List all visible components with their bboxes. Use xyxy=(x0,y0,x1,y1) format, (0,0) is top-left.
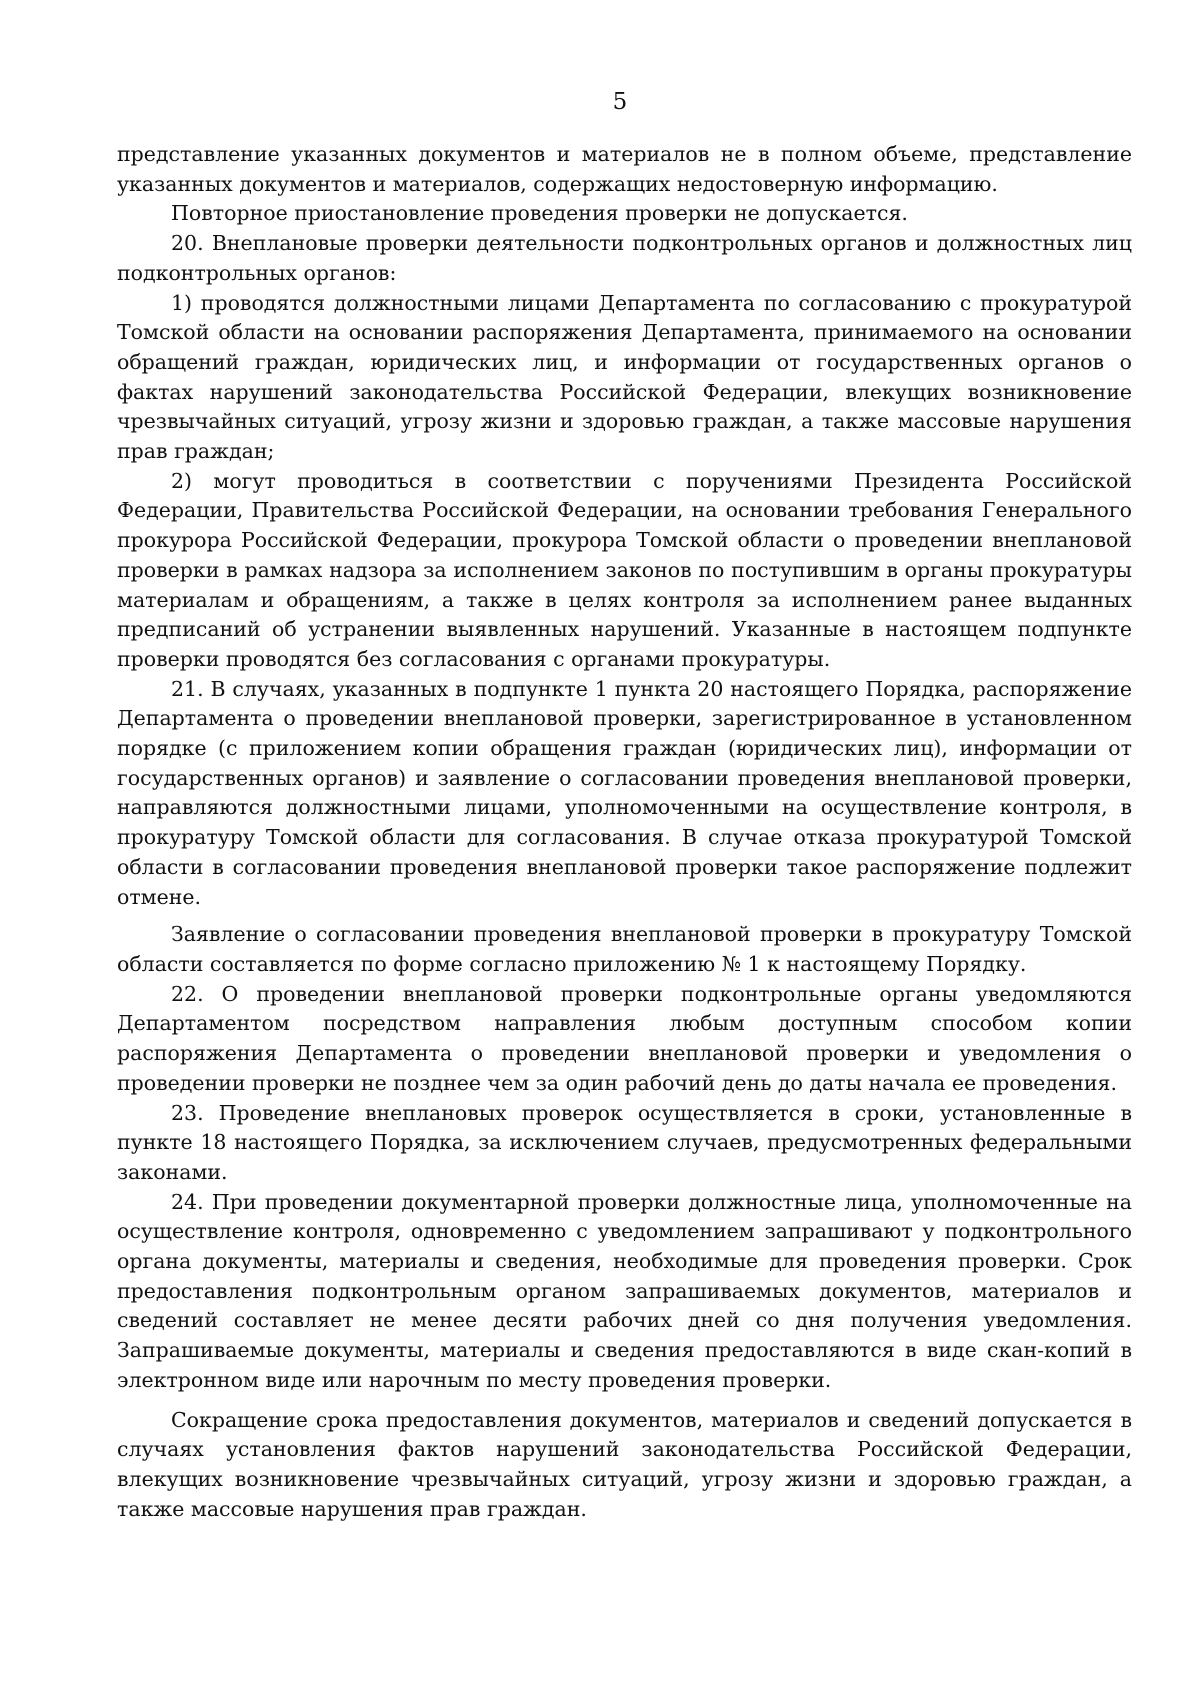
paragraph-20-item-2: 2) могут проводиться в соответствии с поручениями Президента Российской Федерации, Правительства Российской Федерации, на основании требования Генерального прокурора Российской Федерации, прокурора Томской области о проведении внеплановой проверки в рамках надзора за исполнением законов по поступившим в органы прокуратуры материалам и обращениям, а также в целях контроля за исполнением ранее выданных предписаний об устранении выявленных нарушений. Указанные в настоящем подпункте проверки проводятся без согласования с органами прокуратуры. xyxy=(117,468,1132,671)
document-body xyxy=(117,140,1132,1524)
paragraph-20-item-1: 1) проводятся должностными лицами Департамента по согласованию с прокуратурой Томской области на основании распоряжения Департамента, принимаемого на основании обращений граждан, юридических лиц, и информации от государственных органов о фактах нарушений законодательства Российской Федерации, влекущих возникновение чрезвычайных ситуаций, угрозу жизни и здоровью граждан, а также массовые нарушения прав граждан; xyxy=(117,290,1132,464)
paragraph-24: 24. При проведении документарной проверки должностные лица, уполномоченные на осуществление контроля, одновременно с уведомлением запрашивают у подконтрольного органа документы, материалы и сведения, необходимые для проведения проверки. Срок предоставления подконтрольным органом запрашиваемых документов, материалов и сведений составляет не менее десяти рабочих дней со дня получения уведомления. Запрашиваемые документы, материалы и сведения предоставляются в виде скан-копий в электронном виде или нарочным по месту проведения проверки. xyxy=(117,1189,1132,1392)
paragraph-23: 23. Проведение внеплановых проверок осуществляется в сроки, установленные в пункте 18 настоящего Порядка, за исключением случаев, предусмотренных федеральными законами. xyxy=(117,1100,1132,1184)
page-number: 5 xyxy=(612,89,628,115)
paragraph-22: 22. О проведении внеплановой проверки подконтрольные органы уведомляются Департаментом посредством направления любым доступным способом копии распоряжения Департамента о проведении внеплановой проверки и уведомления о проведении проверки не позднее чем за один рабочий день до даты начала ее проведения. xyxy=(117,981,1132,1095)
paragraph-21-application: Заявление о согласовании проведения внеплановой проверки в прокуратуру Томской области составляется по форме согласно приложению № 1 к настоящему Порядку. xyxy=(117,922,1132,976)
paragraph-21: 21. В случаях, указанных в подпункте 1 пункта 20 настоящего Порядка, распоряжение Департамента о проведении внеплановой проверки, зарегистрированное в установленном порядке (с приложением копии обращения граждан (юридических лиц), информации от государственных органов) и заявление о согласовании проведения внеплановой проверки, направляются должностными лицами, уполномоченными на осуществление контроля, в прокуратуру Томской области для согласования. В случае отказа прокуратурой Томской области в согласовании проведения внеплановой проверки такое распоряжение подлежит отмене. xyxy=(117,676,1132,909)
paragraph-continuation: представление указанных документов и материалов не в полном объеме, представление указанных документов и материалов, содержащих недостоверную информацию. xyxy=(117,142,1132,196)
paragraph-24-reduction: Сокращение срока предоставления документов, материалов и сведений допускается в случаях установления фактов нарушений законодательства Российской Федерации, влекущих возникновение чрезвычайных ситуаций, угрозу жизни и здоровью граждан, а также массовые нарушения прав граждан. xyxy=(117,1407,1132,1521)
paragraph-20: 20. Внеплановые проверки деятельности подконтрольных органов и должностных лиц подконтрольных органов: xyxy=(117,231,1132,285)
paragraph-suspension-note: Повторное приостановление проведения проверки не допускается. xyxy=(171,201,908,226)
